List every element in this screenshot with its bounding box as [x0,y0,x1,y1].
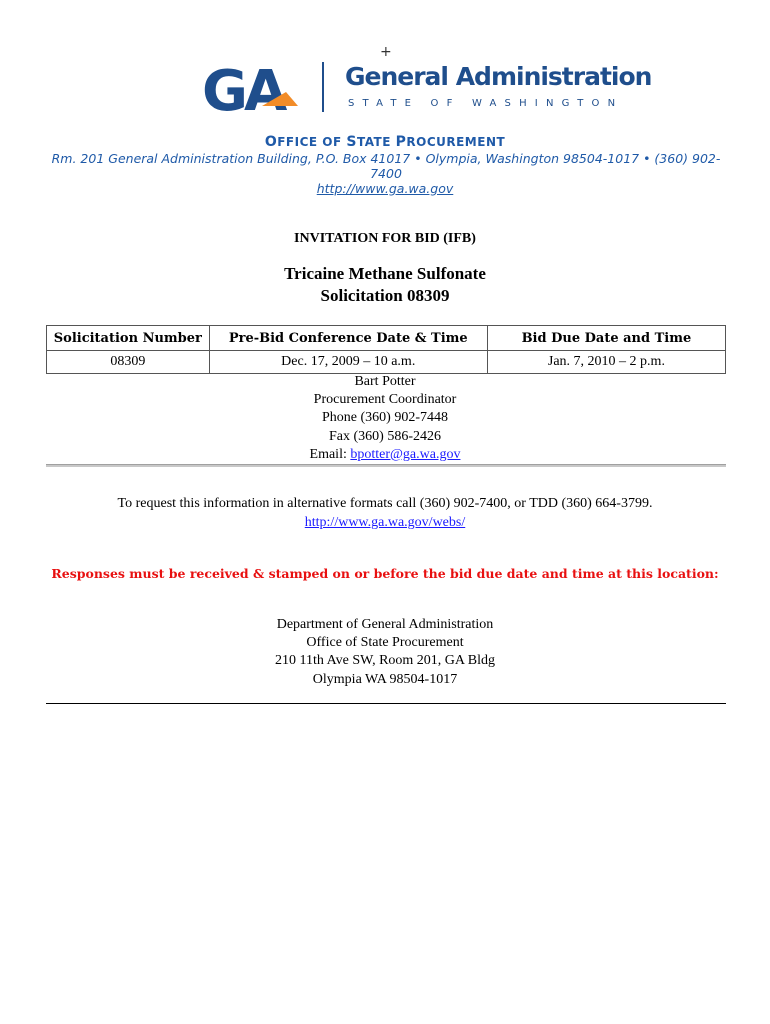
cell-prebid-conference: Dec. 17, 2009 – 10 a.m. [209,351,487,374]
contact-role: Procurement Coordinator [313,392,457,408]
bottom-rule [46,703,726,704]
responses-notice: Responses must be received & stamped on or before the bid due date and time at this location: [51,566,719,581]
cell-bid-due: Jan. 7, 2010 – 2 p.m. [487,351,725,374]
contact-block [0,373,770,464]
document-type: INVITATION FOR BID (IFB) [294,231,476,246]
office-heading: OFFICE OF STATE PROCUREMENT [264,134,506,150]
office-url-link[interactable]: http://www.ga.wa.gov [316,181,454,196]
address-line-3: 210 11th Ave SW, Room 201, GA Bldg [274,653,495,669]
address-line-4: Olympia WA 98504-1017 [312,671,458,687]
contact-email-link[interactable]: bpotter@ga.wa.gov [350,446,461,462]
plus-mark: + [380,44,392,60]
alt-formats-line [0,515,770,531]
address-line-1: Department of General Administration [276,617,494,632]
header-solicitation-number: Solicitation Number [47,326,210,351]
table-row [47,351,726,374]
contact-fax: Fax (360) 586-2426 [329,428,441,444]
contact-email-line: Email: bpotter@ga.wa.gov [309,446,461,462]
ga-logo [202,62,652,114]
table-header-row [47,326,726,351]
divider-rule [46,464,726,467]
ga-letters: GA [202,62,284,114]
ga-logo-mark [202,62,306,114]
header-bid-due: Bid Due Date and Time [487,326,725,351]
cell-solicitation-number: 08309 [47,351,210,374]
logo-subtitle: STATE OF WASHINGTON [348,98,624,109]
document-title: Tricaine Methane Sulfonate [284,264,486,283]
delivery-address [0,616,770,689]
webs-url-link[interactable]: http://www.ga.wa.gov/webs/ [304,515,466,530]
logo-name: General Administration [345,62,652,91]
bid-info-table [46,325,726,374]
alt-formats-text: To request this information in alternative formats call (360) 902-7400, or TDD (360) 664-3799. [117,496,653,511]
office-address: Rm. 201 General Administration Building, P.O. Box 41017 • Olympia, Washington 98504-1017 • (360) 902-7400 [51,151,721,181]
header-prebid-conference: Pre-Bid Conference Date & Time [209,326,487,351]
contact-name: Bart Potter [354,374,416,389]
solicitation-title: Solicitation 08309 [320,286,450,305]
address-line-2: Office of State Procurement [306,635,464,651]
contact-phone: Phone (360) 902-7448 [322,410,448,426]
logo-divider [322,62,324,112]
